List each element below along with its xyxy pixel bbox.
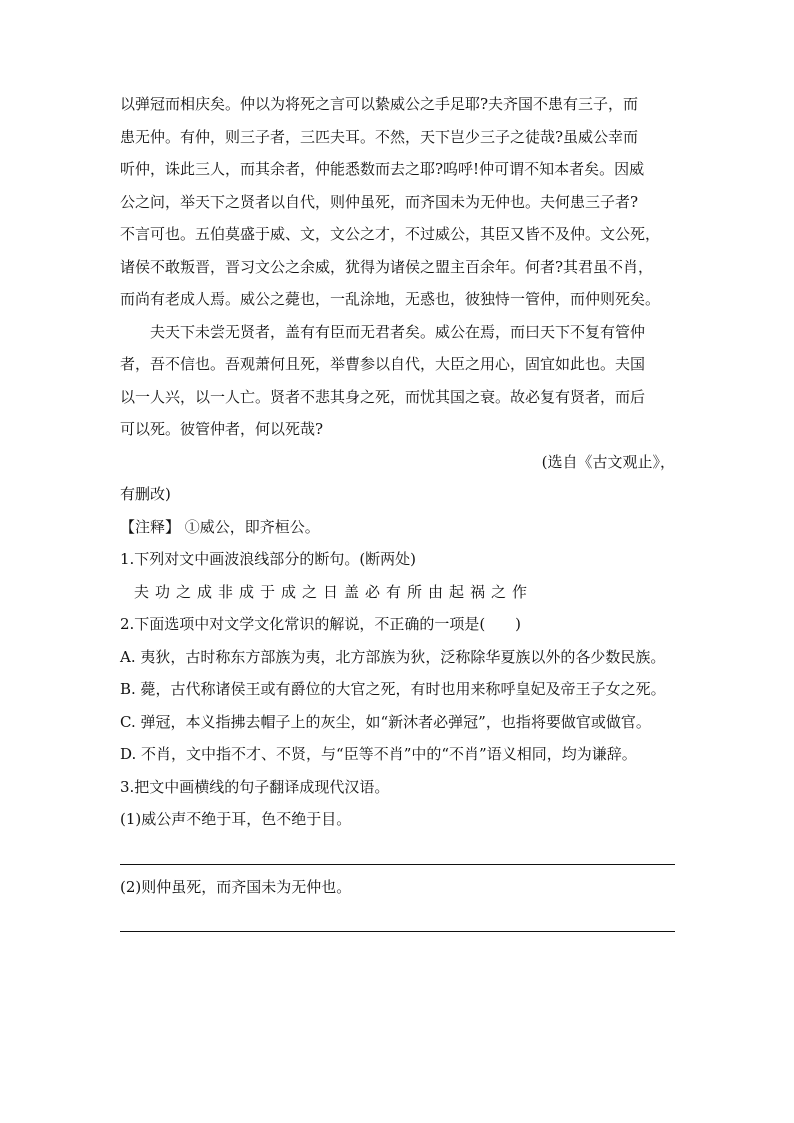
passage-line: 者，吾不信也。吾观萧何且死，举曹参以自代，大臣之用心，固宜如此也。夫国 [120,355,646,373]
notes-label: 【注释】 [120,517,181,536]
answer-line[interactable] [120,836,675,865]
document-page [120,88,675,938]
question-2-option-b: B. 薨，古代称诸侯王或有爵位的大官之死，有时也用来称呼皇妃及帝王子女之死。 [120,680,666,698]
passage-paragraph-2 [120,316,675,446]
source-citation-cont: 有删改) [120,485,171,503]
passage-line: 以弹冠而相庆矣。仲以为将死之言可以絷威公之手足耶?夫齐国不患有三子，而 [120,95,639,113]
notes-text: ①威公，即齐桓公。 [180,517,320,536]
question-2-option-a: A. 夷狄，古时称东方部族为夷，北方部族为狄，泛称除华夏族以外的各少数民族。 [120,647,666,666]
passage-line: 可以死。彼管仲者，何以死哉? [120,420,324,438]
passage-line: 公之问，举天下之贤者以自代，则仲虽死，而齐国未为无仲也。夫何患三子者? [120,192,639,211]
passage-line: 不言可也。五伯莫盛于威、文，文公之才，不过威公，其臣又皆不及仲。文公死， [120,225,661,243]
question-3: 3.把文中画横线的句子翻译成现代汉语。 [120,777,390,796]
passage-paragraph-1 [120,88,675,316]
question-2-option-d: D. 不肖，文中指不才、不贤，与“臣等不肖”中的“不肖”语义相同，均为谦辞。 [120,745,637,763]
notes [120,511,675,544]
passage-line: 以一人兴，以一人亡。贤者不悲其身之死，而忧其国之衰。故必复有贤者，而后 [120,387,646,406]
question-2-option-c: C. 弹冠，本义指拂去帽子上的灰尘，如“新沐者必弹冠”，也指将要做官或做官。 [120,712,651,731]
question-3-part-2: (2)则仲虽死，而齐国未为无仲也。 [120,877,352,896]
question-1-text: 夫功之成非成于成之日盖必有所由起祸之作 [134,582,534,601]
passage-line: 患无仲。有仲，则三子者，三匹夫耳。不然，天下岂少三子之徒哉?虽威公幸而 [120,127,639,146]
passage-line: 诸侯不敢叛晋，晋习文公之余威，犹得为诸侯之盟主百余年。何者?其君虽不肖， [120,257,654,276]
answer-line[interactable] [120,903,675,932]
question-1: 1.下列对文中画波浪线部分的断句。(断两处) [120,550,417,568]
question-3-part-1: (1)威公声不绝于耳，色不绝于目。 [120,810,352,828]
question-2: 2.下面选项中对文学文化常识的解说，不正确的一项是( ) [120,615,522,633]
passage-line: 听仲，诛此三人，而其余者，仲能悉数而去之耶?呜呼!仲可谓不知本者矣。因威 [120,160,645,178]
passage-line: 而尚有老成人焉。威公之薨也，一乱涂地，无惑也，彼独恃一管仲，而仲则死矣。 [120,290,661,308]
passage-line: 夫天下未尝无贤者，盖有有臣而无君者矣。威公在焉，而曰天下不复有管仲 [150,322,646,341]
source-citation: (选自《古文观止》， [541,452,675,471]
